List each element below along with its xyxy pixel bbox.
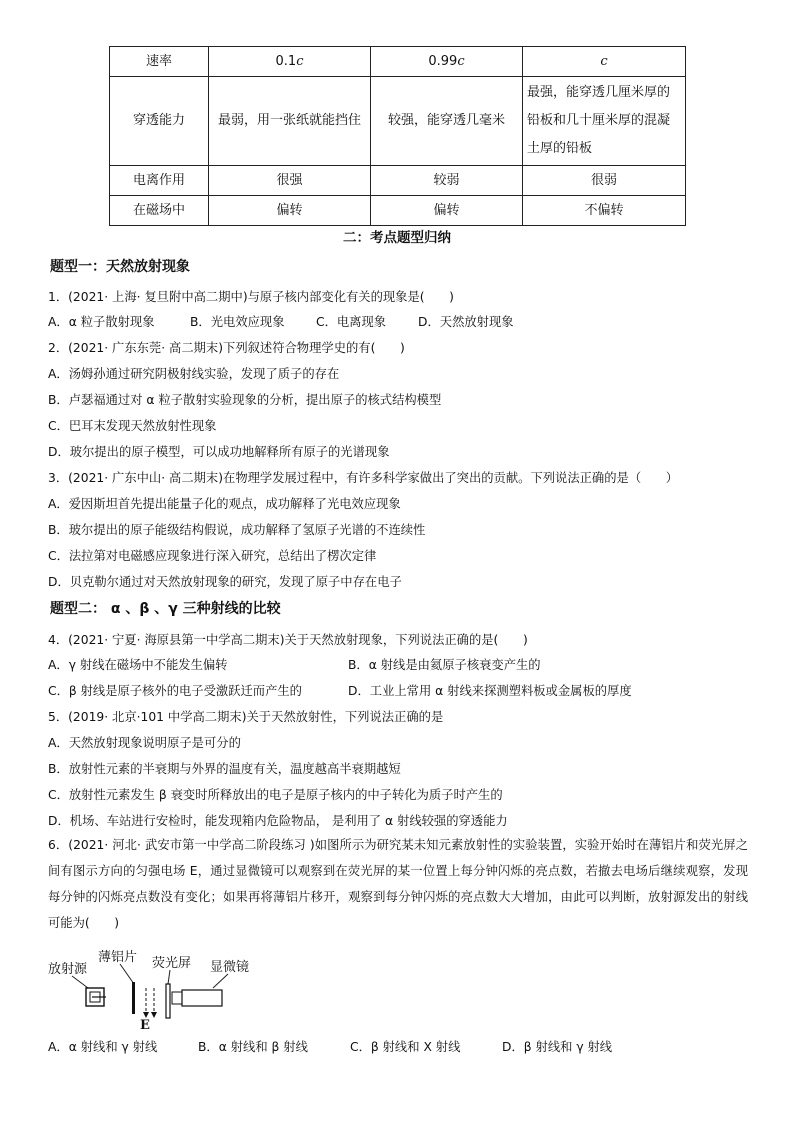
q3-option-d[interactable]: D．贝克勒尔通过对天然放射现象的研究，发现了原子中存在电子 xyxy=(48,575,402,589)
question-type-2-title: 题型二： α 、β 、γ 三种射线的比较 xyxy=(50,601,281,617)
table-row-magnetic xyxy=(110,196,686,226)
label-fluorescent-screen: 荧光屏 xyxy=(152,956,192,971)
q4-option-a[interactable]: A．γ 射线在磁场中不能发生偏转 xyxy=(48,658,228,672)
apparatus-drawing xyxy=(48,946,288,1038)
q6-option-d[interactable]: D．β 射线和 γ 射线 xyxy=(502,1040,613,1054)
cell-beta-magnetic: 偏转 xyxy=(371,196,523,226)
q2-stem: 2．(2021· 广东东莞· 高二期末)下列叙述符合物理学史的有( ) xyxy=(48,341,405,355)
q4-stem: 4．(2021· 宁夏· 海原县第一中学高二期末)关于天然放射现象，下列说法正确的是( ) xyxy=(48,633,528,647)
pointer-foil xyxy=(120,964,134,984)
q2-option-a[interactable]: A．汤姆孙通过研究阴极射线实验，发现了质子的存在 xyxy=(48,367,340,381)
q2-option-d[interactable]: D．玻尔提出的原子模型，可以成功地解释所有原子的光谱现象 xyxy=(48,445,390,459)
q2-option-c[interactable]: C．巴耳末发现天然放射性现象 xyxy=(48,419,217,433)
ray-comparison-table xyxy=(109,46,686,226)
row-label: 穿透能力 xyxy=(110,77,209,166)
q3-stem: 3．(2021· 广东中山· 高二期末)在物理学发展过程中，有许多科学家做出了突出的贡献。下列说法正确的是（ ） xyxy=(48,471,679,485)
label-radioactive-source: 放射源 xyxy=(48,962,88,977)
q1-option-d[interactable]: D．天然放射现象 xyxy=(418,315,514,329)
q2-option-b[interactable]: B．卢瑟福通过对 α 粒子散射实验现象的分析，提出原子的核式结构模型 xyxy=(48,393,442,407)
cell-alpha-penetration: 最弱，用一张纸就能挡住 xyxy=(209,77,371,166)
microscope-eyepiece xyxy=(172,992,182,1004)
q5-stem: 5．(2019· 北京·101 中学高二期末)关于天然放射性，下列说法正确的是 xyxy=(48,710,444,724)
label-aluminum-foil: 薄铝片 xyxy=(98,950,138,965)
cell-alpha-magnetic: 偏转 xyxy=(209,196,371,226)
q1-option-c[interactable]: C．电离现象 xyxy=(316,315,387,329)
q4-option-d[interactable]: D．工业上常用 α 射线来探测塑料板或金属板的厚度 xyxy=(348,684,632,698)
table-row-ionization xyxy=(110,166,686,196)
q6-option-b[interactable]: B．α 射线和 β 射线 xyxy=(198,1040,308,1054)
q4-option-b[interactable]: B．α 射线是由氦原子核衰变产生的 xyxy=(348,658,541,672)
fluorescent-screen-plate xyxy=(166,984,170,1018)
q5-option-d[interactable]: D．机场、车站进行安检时，能发现箱内危险物品， 是利用了 α 射线较强的穿透能力 xyxy=(48,814,508,828)
table-row-speed xyxy=(110,47,686,77)
q1-option-b[interactable]: B．光电效应现象 xyxy=(190,315,285,329)
pointer-microscope xyxy=(213,974,228,988)
q6-stem: 6．(2021· 河北· 武安市第一中学高二阶段练习 )如图所示为研究某未知元素放射性的实验装置，实验开始时在薄铝片和荧光屏之间有图示方向的匀强电场 E，通过显微镜可以观察到在荧光屏的某一位置上每分钟闪烁的亮点数，若撤去电场后继续观察，发现每分钟的闪烁亮点数没有变化；如果再将薄铝片移开，观察到每分钟闪烁的亮点数大大增加，由此可以判断，放射源发出的射线可能为( ) xyxy=(48,838,748,930)
cell-gamma-penetration: 最强，能穿透几厘米厚的铅板和几十厘米厚的混凝土厚的铅板 xyxy=(523,77,686,166)
q3-option-c[interactable]: C．法拉第对电磁感应现象进行深入研究，总结出了楞次定律 xyxy=(48,549,377,563)
cell-beta-ionization: 较弱 xyxy=(371,166,523,196)
q4-option-c[interactable]: C．β 射线是原子核外的电子受激跃迁而产生的 xyxy=(48,684,302,698)
pointer-screen xyxy=(168,970,170,984)
aluminum-foil-plate xyxy=(132,982,135,1014)
cell-beta-penetration: 较强，能穿透几毫米 xyxy=(371,77,523,166)
table-row-penetration xyxy=(110,77,686,166)
cell-gamma-magnetic: 不偏转 xyxy=(523,196,686,226)
section-title: 二：考点题型归纳 xyxy=(343,230,451,246)
label-field-E: E xyxy=(140,1018,150,1033)
row-label: 在磁场中 xyxy=(110,196,209,226)
cell-beta-speed: 0.99c xyxy=(371,47,523,77)
cell-gamma-speed: c xyxy=(523,47,686,77)
label-microscope: 显微镜 xyxy=(210,960,250,975)
cell-gamma-ionization: 很弱 xyxy=(523,166,686,196)
q1-option-a[interactable]: A．α 粒子散射现象 xyxy=(48,315,155,329)
field-arrow-2 xyxy=(151,1012,157,1018)
q5-option-b[interactable]: B．放射性元素的半衰期与外界的温度有关，温度越高半衰期越短 xyxy=(48,762,401,776)
microscope-tube xyxy=(182,990,222,1006)
q5-option-a[interactable]: A．天然放射现象说明原子是可分的 xyxy=(48,736,241,750)
row-label: 速率 xyxy=(110,47,209,77)
q6-option-a[interactable]: A．α 射线和 γ 射线 xyxy=(48,1040,158,1054)
q3-option-b[interactable]: B．玻尔提出的原子能级结构假说，成功解释了氢原子光谱的不连续性 xyxy=(48,523,426,537)
q6-option-c[interactable]: C．β 射线和 X 射线 xyxy=(350,1040,461,1054)
question-type-1-title: 题型一：天然放射现象 xyxy=(50,259,190,275)
q1-stem: 1．(2021· 上海· 复旦附中高二期中)与原子核内部变化有关的现象是( ) xyxy=(48,290,454,304)
row-label: 电离作用 xyxy=(110,166,209,196)
apparatus-diagram xyxy=(48,946,288,1038)
cell-alpha-speed: 0.1c xyxy=(209,47,371,77)
q5-option-c[interactable]: C．放射性元素发生 β 衰变时所释放出的电子是原子核内的中子转化为质子时产生的 xyxy=(48,788,503,802)
cell-alpha-ionization: 很强 xyxy=(209,166,371,196)
q3-option-a[interactable]: A．爱因斯坦首先提出能量子化的观点，成功解释了光电效应现象 xyxy=(48,497,401,511)
pointer-source xyxy=(72,976,88,988)
